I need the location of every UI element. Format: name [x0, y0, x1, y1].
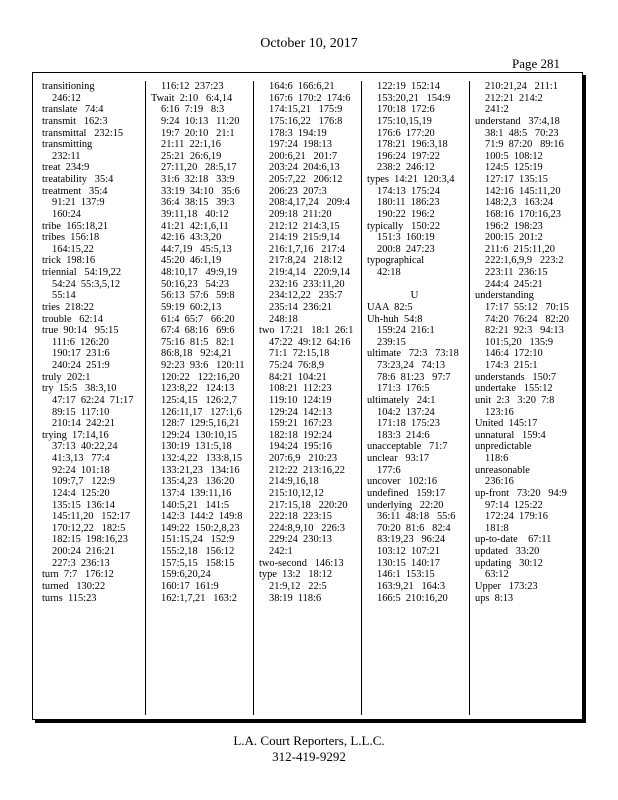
index-reference-line: 151:3 160:19: [377, 232, 435, 244]
index-reference-line: 181:8: [485, 522, 509, 534]
index-reference-line: 242:1: [269, 546, 293, 557]
index-reference-line: 59:19 60:2,13: [161, 301, 222, 313]
section-letter: U: [410, 290, 419, 302]
index-reference-line: 211:6 215:11,20: [485, 243, 555, 255]
index-entry: understands 150:7: [475, 371, 557, 383]
index-frame: [32, 72, 583, 720]
index-reference-line: 160:17 161:9: [161, 580, 219, 592]
index-reference-line: 157:5,15 158:15: [161, 557, 235, 569]
index-reference-line: 151:15,24 152:9: [161, 534, 235, 546]
index-reference-line: 84:21 104:21: [269, 371, 327, 383]
index-entry: up-to-date 67:11: [475, 534, 552, 546]
index-reference-line: 214:19 215:9,14: [269, 232, 340, 244]
index-reference-line: 86:8,18 92:4,21: [161, 348, 232, 360]
index-column-1: [37, 81, 143, 715]
index-entry: ups 8:13: [475, 592, 514, 604]
index-entry: turn 7:7 176:12: [42, 569, 114, 581]
index-reference-line: 177:6: [377, 464, 401, 476]
index-reference-line: 170:18 172:6: [377, 104, 435, 116]
index-reference-line: 44:7,19 45:5,13: [161, 243, 232, 255]
footer-company: L.A. Court Reporters, L.L.C.: [233, 733, 385, 748]
index-entry: [362, 279, 467, 291]
index-reference-line: 168:16 170:16,23: [485, 208, 561, 220]
index-reference-line: 200:6,21 201:7: [269, 150, 338, 162]
index-reference-line: 124:4 125:20: [52, 487, 110, 499]
index-reference-line: 153:20,21 154:9: [377, 92, 451, 104]
index-column-4: [361, 81, 467, 715]
index-reference-line: 200:15 201:2: [485, 232, 543, 244]
index-reference-line: 174:15,21 175:9: [269, 104, 343, 116]
index-reference-line: 155:2,18 156:12: [161, 546, 235, 557]
index-entry: type 13:2 18:12: [259, 569, 333, 581]
index-entry: triennial 54:19,22: [42, 267, 122, 278]
index-reference-line: 78:6 81:23 97:7: [377, 371, 451, 383]
index-reference-line: 42:18: [377, 267, 401, 278]
index-entry: tribes 156:18: [42, 232, 100, 244]
index-reference-line: 239:15: [377, 336, 406, 348]
index-reference-line: 133:21,23 134:16: [161, 464, 240, 476]
index-reference-line: 235:14 236:21: [269, 301, 332, 313]
index-reference-line: 37:13 40:22,24: [52, 441, 118, 453]
index-entry: transmittal 232:15: [42, 127, 124, 139]
index-entry: treatment 35:4: [42, 185, 108, 197]
index-entry: true 90:14 95:15: [42, 325, 119, 337]
index-reference-line: 209:18 211:20: [269, 208, 332, 220]
index-reference-line: 194:24 195:16: [269, 441, 332, 453]
index-entry: ultimate 72:3 73:18: [367, 348, 459, 360]
index-reference-line: 74:20 76:24 82:20: [485, 313, 569, 325]
index-reference-line: 148:2,3 163:24: [485, 197, 554, 209]
index-reference-line: 48:10,17 49:9,19: [161, 267, 237, 278]
index-reference-line: 47:17 62:24 71:17: [52, 394, 134, 406]
index-reference-line: 71:9 87:20 89:16: [485, 139, 564, 151]
index-reference-line: 142:3 144:2 149:8: [161, 511, 243, 523]
index-reference-line: 248:18: [269, 313, 298, 325]
index-reference-line: 56:13 57:6 59:8: [161, 290, 235, 302]
index-reference-line: 92:24 101:18: [52, 464, 110, 476]
index-reference-line: 212:12 214:3,15: [269, 220, 340, 232]
index-entry: truly 202:1: [42, 371, 91, 383]
index-reference-line: 17:17 55:12 70:15: [485, 301, 569, 313]
index-reference-line: 222:1,6,9,9 223:2: [485, 255, 564, 267]
index-reference-line: 108:21 112:23: [269, 383, 332, 395]
index-entry: updating 30:12: [475, 557, 543, 569]
index-reference-line: 146:1 153:15: [377, 569, 435, 581]
index-reference-line: 36:11 48:18 55:6: [377, 511, 456, 523]
index-reference-line: 200:24 216:21: [52, 546, 115, 557]
index-entry: treatability 35:4: [42, 174, 114, 185]
index-entry: undertake 155:12: [475, 383, 553, 395]
index-reference-line: 234:12,22 235:7: [269, 290, 343, 302]
index-entry: up-front 73:20 94:9: [475, 487, 567, 499]
index-reference-line: 240:24 251:9: [52, 360, 110, 371]
index-reference-line: 174:13 175:24: [377, 185, 440, 197]
index-reference-line: 162:1,7,21 163:2: [161, 592, 237, 604]
index-reference-line: 190:17 231:6: [52, 348, 110, 360]
index-entry: tries 218:22: [42, 301, 94, 313]
index-reference-line: 244:4 245:21: [485, 278, 543, 290]
index-reference-line: 217:8,24 218:12: [269, 255, 343, 267]
index-entry: two-second 146:13: [259, 557, 344, 569]
index-reference-line: 83:19,23 96:24: [377, 534, 446, 546]
index-reference-line: 171:3 176:5: [377, 383, 430, 395]
index-reference-line: 196:24 197:22: [377, 150, 440, 162]
transcript-date: October 10, 2017: [260, 36, 358, 51]
index-entry: two 17:21 18:1 26:1: [259, 325, 354, 337]
index-reference-line: 246:12: [52, 92, 81, 104]
index-reference-line: 100:5 108:12: [485, 150, 543, 162]
index-reference-line: 135:15 136:14: [52, 499, 115, 511]
index-reference-line: 217:15,18 220:20: [269, 499, 348, 511]
index-reference-line: 111:6 126:20: [52, 336, 109, 348]
index-reference-line: 166:5 210:16,20: [377, 592, 448, 604]
index-entry: typically 150:22: [367, 220, 441, 232]
index-entry: underlying 22:20: [367, 499, 444, 511]
index-reference-line: 232:11: [52, 150, 81, 162]
index-column-2: [145, 81, 251, 715]
index-reference-line: 128:7 129:5,16,21: [161, 418, 240, 430]
index-reference-line: 130:19 131:5,18: [161, 441, 232, 453]
index-entry: unacceptable 71:7: [367, 441, 448, 453]
index-reference-line: 73:23,24 74:13: [377, 360, 446, 371]
index-entry: transmitting: [42, 139, 93, 151]
index-reference-line: 19:7 20:10 21:1: [161, 127, 235, 139]
index-reference-line: 236:16: [485, 476, 514, 488]
index-reference-line: 120:22 122:16,20: [161, 371, 240, 383]
index-reference-line: 180:11 186:23: [377, 197, 440, 209]
index-reference-line: 92:23 93:6 120:11: [161, 360, 245, 371]
index-reference-line: 75:24 76:8,9: [269, 360, 325, 371]
index-reference-line: 82:21 92:3 94:13: [485, 325, 564, 337]
index-entry: undefined 159:17: [367, 487, 446, 499]
index-reference-line: 129:24 130:10,15: [161, 429, 237, 441]
index-column-5: [469, 81, 575, 715]
index-column-3: [253, 81, 359, 715]
index-reference-line: 75:16 81:5 82:1: [161, 336, 235, 348]
index-reference-line: 130:15 140:17: [377, 557, 440, 569]
index-reference-line: 176:6 177:20: [377, 127, 435, 139]
index-reference-line: 63:12: [485, 569, 509, 581]
index-reference-line: 160:24: [52, 208, 81, 220]
index-reference-line: 167:6 170:2 174:6: [269, 92, 351, 104]
index-reference-line: 140:5,21 141:5: [161, 499, 230, 511]
index-reference-line: 229:24 230:13: [269, 534, 332, 546]
index-entry: try 15:5 38:3,10: [42, 383, 117, 395]
index-reference-line: 219:4,14 220:9,14: [269, 267, 351, 278]
index-reference-line: 214:9,16,18: [269, 476, 319, 488]
index-entry: types 14:21 120:3,4: [367, 174, 455, 185]
index-reference-line: 104:2 137:24: [377, 406, 435, 418]
index-reference-line: 216:1,7,16 217:4: [269, 243, 345, 255]
index-reference-line: 224:8,9,10 226:3: [269, 522, 345, 534]
index-reference-line: 123:8,22 124:13: [161, 383, 235, 395]
index-reference-line: 210:14 242:21: [52, 418, 115, 430]
index-reference-line: 33:19 34:10 35:6: [161, 185, 240, 197]
index-entry: unit 2:3 3:20 7:8: [475, 394, 555, 406]
index-reference-line: 212:22 213:16,22: [269, 464, 345, 476]
index-reference-line: 101:5,20 135:9: [485, 336, 554, 348]
index-reference-line: 164:6 166:6,21: [269, 81, 335, 92]
index-reference-line: 91:21 137:9: [52, 197, 105, 209]
index-entry: trick 198:16: [42, 255, 96, 267]
index-reference-line: 208:4,17,24 209:4: [269, 197, 351, 209]
index-entry: updated 33:20: [475, 546, 540, 557]
index-entry: trying 17:14,16: [42, 429, 109, 441]
index-reference-line: 55:14: [52, 290, 76, 302]
index-reference-line: 70:20 81:6 82:4: [377, 522, 451, 534]
index-reference-line: 174:3 215:1: [485, 360, 538, 371]
index-reference-line: 149:22 150:2,8,23: [161, 522, 240, 534]
index-reference-line: 103:12 107:21: [377, 546, 440, 557]
index-reference-line: 210:21,24 211:1: [485, 81, 558, 92]
index-reference-line: 41:3,13 77:4: [52, 453, 110, 464]
index-reference-line: 21:9,12 22:5: [269, 580, 327, 592]
index-entry: translate 74:4: [42, 104, 104, 116]
index-reference-line: 127:17 135:15: [485, 174, 548, 185]
index-reference-line: 206:23 207:3: [269, 185, 327, 197]
index-columns: [37, 81, 578, 715]
index-reference-line: 164:15,22: [52, 243, 94, 255]
index-reference-line: 190:22 196:2: [377, 208, 435, 220]
index-entry: unreasonable: [475, 464, 530, 476]
index-reference-line: 109:7,7 122:9: [52, 476, 115, 488]
index-reference-line: 6:16 7:19 8:3: [161, 104, 225, 116]
index-reference-line: 135:4,23 136:20: [161, 476, 235, 488]
index-entry: Upper 173:23: [475, 580, 538, 592]
index-reference-line: 39:11,18 40:12: [161, 208, 229, 220]
index-reference-line: 124:5 125:19: [485, 162, 543, 174]
index-reference-line: 203:24 204:6,13: [269, 162, 340, 174]
index-reference-line: 41:21 42:1,6,11: [161, 220, 229, 232]
index-reference-line: 223:11 236:15: [485, 267, 548, 278]
index-entry: turns 115:23: [42, 592, 97, 604]
index-entry: trouble 62:14: [42, 313, 103, 325]
index-reference-line: 171:18 175:23: [377, 418, 440, 430]
index-entry: understand 37:4,18: [475, 115, 560, 127]
index-reference-line: 183:3 214:6: [377, 429, 430, 441]
index-reference-line: 182:15 198:16,23: [52, 534, 128, 546]
index-entry: typographical: [367, 255, 425, 267]
index-reference-line: 27:11,20 28:5,17: [161, 162, 237, 174]
index-entry: Uh-huh 54:8: [367, 313, 423, 325]
index-reference-line: 132:4,22 133:8,15: [161, 453, 243, 464]
index-reference-line: 170:12,22 182:5: [52, 522, 126, 534]
index-reference-line: 175:10,15,19: [377, 115, 432, 127]
index-entry: uncover 102:16: [367, 476, 438, 488]
index-reference-line: 54:24 55:3,5,12: [52, 278, 121, 290]
index-reference-line: 38:1 48:5 70:23: [485, 127, 559, 139]
index-entry: unpredictable: [475, 441, 532, 453]
index-reference-line: 146:4 172:10: [485, 348, 543, 360]
index-reference-line: 38:19 118:6: [269, 592, 322, 604]
index-reference-line: 61:4 65:7 66:20: [161, 313, 235, 325]
index-reference-line: 159:21 167:23: [269, 418, 332, 430]
index-reference-line: 47:22 49:12 64:16: [269, 336, 351, 348]
index-reference-line: 175:16,22 176:8: [269, 115, 343, 127]
index-reference-line: 205:7,22 206:12: [269, 174, 343, 185]
index-reference-line: 71:1 72:15,18: [269, 348, 330, 360]
index-reference-line: 36:4 38:15 39:3: [161, 197, 235, 209]
index-entry: unnatural 159:4: [475, 429, 546, 441]
index-reference-line: 129:24 142:13: [269, 406, 332, 418]
index-reference-line: 67:4 68:16 69:6: [161, 325, 235, 337]
footer-phone: 312-419-9292: [272, 749, 346, 764]
index-reference-line: 159:6,20,24: [161, 569, 211, 581]
index-reference-line: 97:14 125:22: [485, 499, 543, 511]
index-reference-line: 89:15 117:10: [52, 406, 110, 418]
index-reference-line: 45:20 46:1,19: [161, 255, 222, 267]
index-reference-line: 125:4,15 126:2,7: [161, 394, 237, 406]
index-entry: turned 130:22: [42, 580, 106, 592]
index-reference-line: 50:16,23 54:23: [161, 278, 230, 290]
index-reference-line: 238:2 246:12: [377, 162, 435, 174]
index-reference-line: 172:24 179:16: [485, 511, 548, 523]
index-reference-line: 196:2 198:23: [485, 220, 543, 232]
index-entry: ultimately 24:1: [367, 394, 436, 406]
index-reference-line: 122:19 152:14: [377, 81, 440, 92]
index-reference-line: 119:10 124:19: [269, 394, 332, 406]
index-reference-line: 126:11,17 127:1,6: [161, 406, 242, 418]
index-reference-line: 116:12 237:23: [161, 81, 224, 92]
index-entry: UAA 82:5: [367, 301, 413, 313]
index-reference-line: 222:18 223:15: [269, 511, 332, 523]
index-reference-line: 31:6 32:18 33:9: [161, 174, 235, 185]
index-reference-line: 145:11,20 152:17: [52, 511, 131, 523]
index-entry: United 145:17: [475, 418, 538, 430]
index-reference-line: 9:24 10:13 11:20: [161, 115, 240, 127]
index-entry: Twait 2:10 6:4,14: [151, 92, 233, 104]
index-reference-line: 123:16: [485, 406, 514, 418]
index-reference-line: 142:16 145:11,20: [485, 185, 561, 197]
index-reference-line: 227:3 236:13: [52, 557, 110, 569]
index-reference-line: 21:11 22:1,16: [161, 139, 221, 151]
index-reference-line: 163:9,21 164:3: [377, 580, 446, 592]
index-entry: unclear 93:17: [367, 453, 430, 464]
index-reference-line: 159:24 216:1: [377, 325, 435, 337]
index-reference-line: 207:6,9 210:23: [269, 453, 338, 464]
index-reference-line: 118:6: [485, 453, 509, 464]
page-number: Page 281: [511, 56, 560, 71]
index-reference-line: 25:21 26:6,19: [161, 150, 222, 162]
index-reference-line: 137:4 139:11,16: [161, 487, 232, 499]
index-reference-line: 200:8 247:23: [377, 243, 435, 255]
index-reference-line: 178:21 196:3,18: [377, 139, 448, 151]
index-reference-line: 241:2: [485, 104, 509, 116]
index-entry: transmit 162:3: [42, 115, 108, 127]
index-reference-line: 212:21 214:2: [485, 92, 543, 104]
index-reference-line: 215:10,12,12: [269, 487, 324, 499]
index-reference-line: 182:18 192:24: [269, 429, 332, 441]
index-entry: transitioning: [42, 81, 95, 92]
index-reference-line: 42:16 43:3,20: [161, 232, 222, 244]
index-reference-line: 178:3 194:19: [269, 127, 327, 139]
index-entry: treat 234:9: [42, 162, 90, 174]
index-entry: tribe 165:18,21: [42, 220, 109, 232]
index-reference-line: 232:16 233:11,20: [269, 278, 345, 290]
index-entry: understanding: [475, 290, 534, 302]
index-reference-line: 197:24 198:13: [269, 139, 332, 151]
